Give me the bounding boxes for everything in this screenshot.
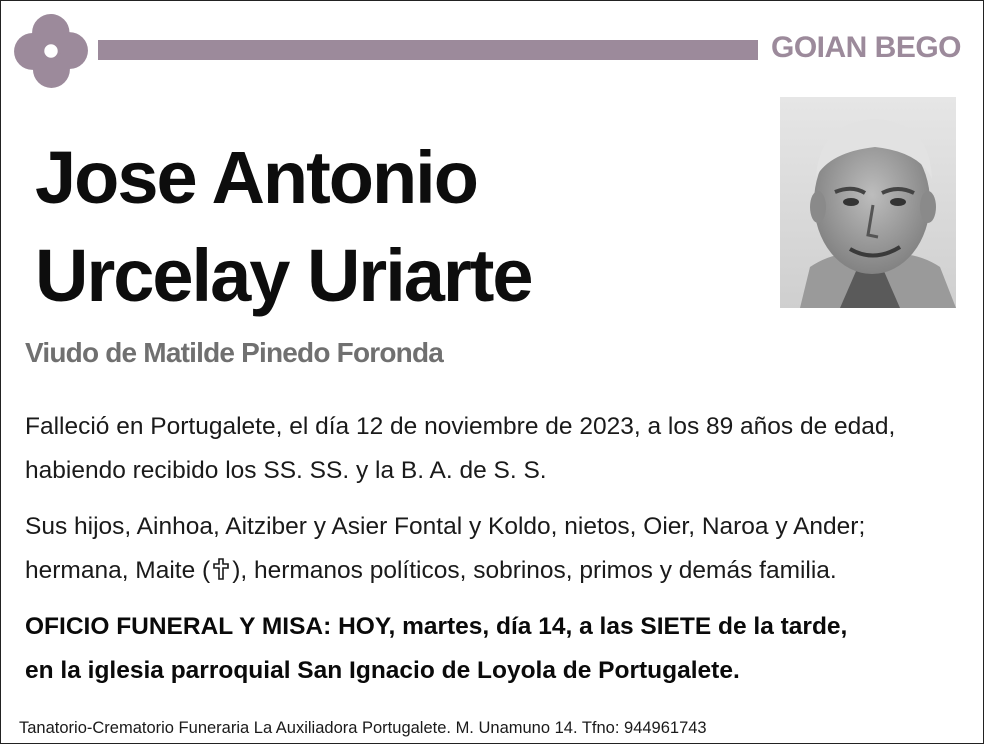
family-text-before: Sus hijos, Ainhoa, Aitziber y Asier Fontal y Koldo, nietos, Oier, Naroa y Ander; hermana, Maite ( xyxy=(25,513,866,584)
name-line-2: Urcelay Uriarte xyxy=(35,234,532,317)
portrait-photo xyxy=(780,97,956,308)
funeral-paragraph xyxy=(25,605,955,693)
service-name: GOIAN BEGO xyxy=(771,31,962,64)
family-text-after: ), hermanos políticos, sobrinos, primos y demás familia. xyxy=(232,557,837,584)
name-line-1: Jose Antonio xyxy=(35,136,477,219)
obituary-body xyxy=(25,405,955,705)
lauburu-icon xyxy=(9,9,93,93)
death-paragraph: Falleció en Portugalete, el día 12 de noviembre de 2023, a los 89 años de edad, habiendo recibido los SS. SS. y la B. A. de S. S. xyxy=(25,413,896,484)
funeral-home-footer: Tanatorio-Crematorio Funeraria La Auxiliadora Portugalete. M. Unamuno 14. Tfno: 944961743 xyxy=(19,719,707,737)
funeral-line-2: en la iglesia parroquial San Ignacio de Loyola de Portugalete. xyxy=(25,657,740,684)
header-bar xyxy=(98,40,758,60)
deceased-name xyxy=(35,129,532,325)
cross-icon xyxy=(210,557,232,581)
family-paragraph xyxy=(25,505,955,593)
funeral-line-1: OFICIO FUNERAL Y MISA: HOY, martes, día 14, a las SIETE de la tarde, xyxy=(25,613,848,640)
spouse-line: Viudo de Matilde Pinedo Foronda xyxy=(25,337,444,368)
